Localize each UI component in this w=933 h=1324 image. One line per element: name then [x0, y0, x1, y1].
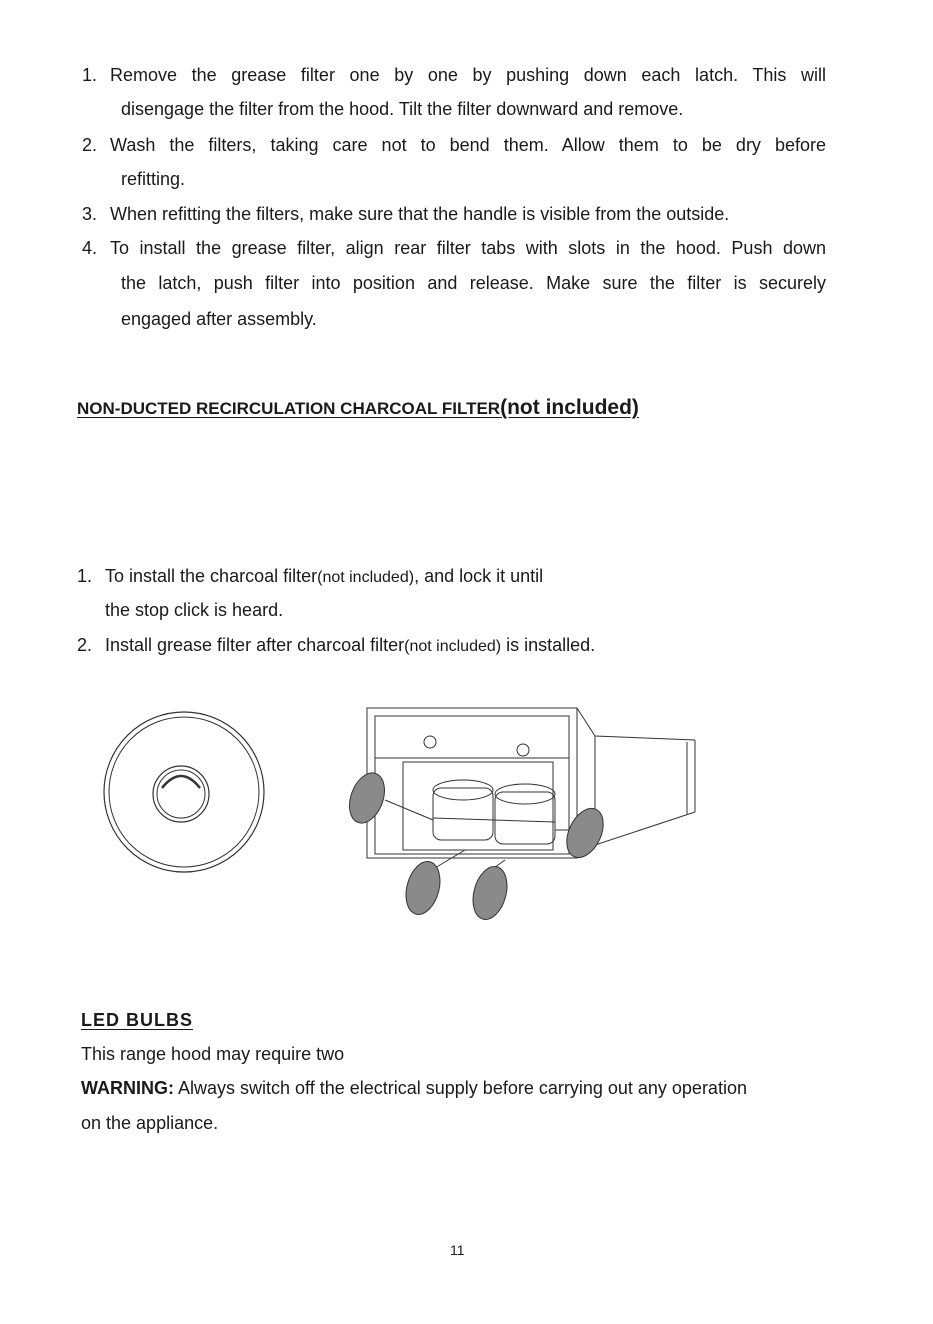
- step-3-number: 3.: [82, 204, 98, 224]
- charcoal-step-2-text-a: Install grease filter after charcoal filter: [105, 635, 405, 655]
- warning-label: WARNING:: [81, 1078, 174, 1098]
- charcoal-heading-suffix: (not included): [500, 396, 639, 419]
- step-4-number: 4.: [82, 238, 98, 258]
- charcoal-step-2-line-1: [105, 634, 595, 658]
- charcoal-step-2-number: 2.: [77, 635, 93, 655]
- step-4-line-2: the latch, push filter into position and release. Make sure the filter is securely: [121, 273, 826, 293]
- filter-outer-ring: [104, 712, 264, 872]
- step-2-line-1: Wash the filters, taking care not to bend them. Allow them to be dry before: [110, 135, 826, 155]
- warning-line-2: on the appliance.: [81, 1113, 219, 1133]
- charcoal-filter-diagram: [98, 706, 270, 878]
- charcoal-heading: [77, 395, 639, 422]
- charcoal-step-2-text-b: is installed.: [501, 635, 596, 655]
- filter-handle-ring: [153, 766, 209, 822]
- hood-fan-opening: [403, 762, 553, 850]
- charcoal-step-2-note: (not included): [404, 638, 502, 655]
- warning-line-1: [81, 1077, 747, 1099]
- charcoal-step-1-line-2: the stop click is heard.: [105, 600, 284, 620]
- page-number: 11: [450, 1242, 465, 1258]
- led-heading: LED BULBS: [81, 1010, 193, 1030]
- blower-right-top: [495, 784, 555, 804]
- step-4-line-1: To install the grease filter, align rear filter tabs with slots in the hood. Push down: [110, 238, 826, 258]
- charcoal-filter-left: [345, 768, 391, 828]
- light-left-icon: [424, 736, 436, 748]
- charcoal-step-1-text-a: To install the charcoal filter: [105, 566, 318, 586]
- step-4-line-3: engaged after assembly.: [121, 309, 317, 329]
- led-line-1: This range hood may require two: [81, 1044, 345, 1064]
- charcoal-heading-title: NON-DUCTED RECIRCULATION CHARCOAL FILTER: [77, 399, 501, 418]
- step-1-line-2: disengage the filter from the hood. Tilt the filter downward and remove.: [121, 99, 684, 119]
- filter-inner-ring: [109, 717, 259, 867]
- step-1-line-1: Remove the grease filter one by one by pushing down each latch. This will: [110, 65, 826, 85]
- charcoal-step-1-text-b: , and lock it until: [414, 566, 544, 586]
- charcoal-step-1-number: 1.: [77, 566, 93, 586]
- warning-text: Always switch off the electrical supply before carrying out any operation: [174, 1078, 747, 1098]
- step-3-line-1: When refitting the filters, make sure that the handle is visible from the outside.: [110, 204, 730, 224]
- blower-left: [433, 788, 493, 840]
- filter-handle-arc: [162, 776, 200, 788]
- leader-line-left: [385, 800, 433, 820]
- hood-side-top: [577, 708, 695, 740]
- charcoal-step-1-note: (not included): [317, 569, 415, 586]
- blower-strap: [433, 818, 555, 822]
- hood-front-panel: [367, 708, 577, 858]
- blower-right: [495, 792, 555, 844]
- hood-side-bottom: [595, 812, 695, 845]
- step-2-line-2: refitting.: [121, 169, 186, 189]
- charcoal-step-1-line-1: [105, 565, 543, 589]
- range-hood-diagram: [345, 700, 705, 930]
- charcoal-filter-bottom-left: [401, 858, 446, 918]
- charcoal-filter-bottom-right: [468, 863, 513, 923]
- blower-left-top: [433, 780, 493, 800]
- step-1-number: 1.: [82, 65, 98, 85]
- step-2-number: 2.: [82, 135, 98, 155]
- light-right-icon: [517, 744, 529, 756]
